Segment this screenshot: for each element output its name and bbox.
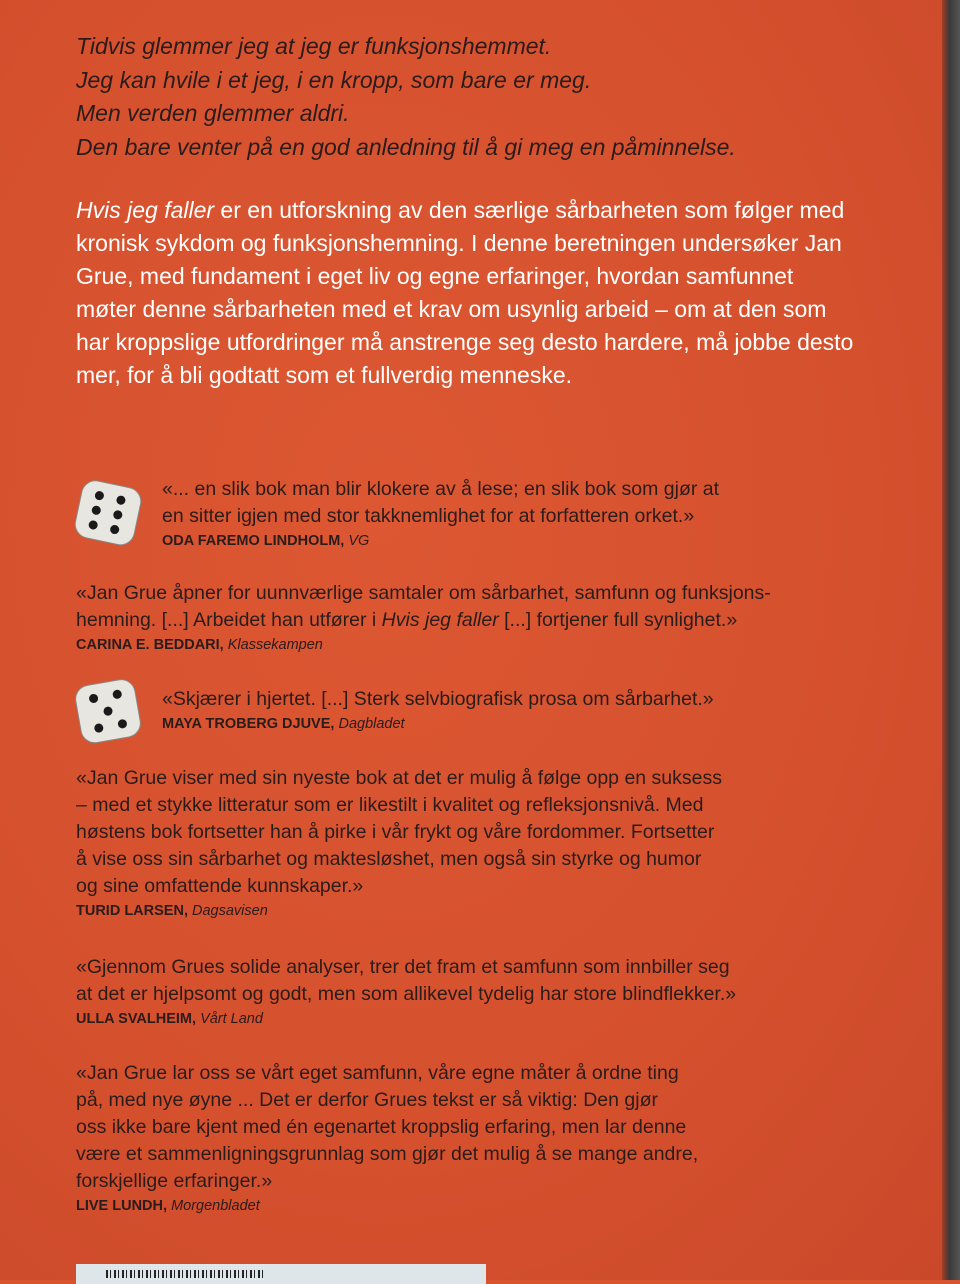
intro-line: Jeg kan hvile i et jeg, i en kropp, som bare er meg. bbox=[76, 66, 592, 93]
quote-line: at det er hjelpsomt og godt, men som allikevel tydelig har store blindflekker.» bbox=[76, 983, 737, 1005]
review-outlet: Dagbladet bbox=[338, 716, 405, 732]
intro-line: Men verden glemmer aldri. bbox=[76, 100, 350, 126]
intro-line: Tidvis glemmer jeg at jeg er funksjonshemmet. bbox=[76, 33, 552, 59]
quote-line: oss ikke bare kjent med én egenartet kroppslig erfaring, men lar denne bbox=[76, 1116, 687, 1138]
review-source bbox=[162, 713, 714, 735]
quote-line bbox=[76, 607, 771, 634]
quote-line: «... en slik bok man blir klokere av å lese; en slik bok som gjør at bbox=[162, 478, 720, 500]
quote-line: «Skjærer i hjertet. [...] Sterk selvbiografisk prosa om sårbarhet.» bbox=[162, 688, 714, 710]
quote-line: «Jan Grue viser med sin nyeste bok at det er mulig å følge opp en suksess bbox=[76, 767, 722, 789]
book-blurb bbox=[76, 194, 856, 392]
review-author: ULLA SVALHEIM, bbox=[76, 1011, 201, 1027]
book-title: Hvis jeg faller bbox=[76, 197, 215, 223]
quote-line: være et sammenligningsgrunnlag som gjør det mulig å se mange andre, bbox=[76, 1143, 699, 1165]
review-author: TURID LARSEN, bbox=[76, 903, 192, 919]
dice-five-icon bbox=[72, 676, 146, 746]
review-quote bbox=[76, 580, 771, 656]
review-outlet: Morgenbladet bbox=[171, 1198, 260, 1214]
quote-line: og sine omfattende kunnskaper.» bbox=[76, 875, 364, 897]
review-source bbox=[76, 634, 771, 656]
review-quote bbox=[162, 686, 714, 735]
quote-text: hemning. [...] Arbeidet han utfører i bbox=[76, 609, 382, 631]
barcode-label bbox=[76, 1264, 486, 1284]
review-quote bbox=[76, 954, 736, 1030]
review-source bbox=[162, 530, 719, 552]
quote-line: «Jan Grue lar oss se vårt eget samfunn, våre egne måter å ordne ting bbox=[76, 1062, 679, 1084]
review-author: LIVE LUNDH, bbox=[76, 1198, 172, 1214]
barcode-icon bbox=[106, 1270, 266, 1278]
blurb-text: er en utforskning av den særlige sårbarheten som følger med kronisk sykdom og funksjonshemning. I denne beretningen undersøker Jan Grue, med fundament i eget liv og egne erfaringer, hvordan samfunnet møter denne sårbarheten med et krav om usynlig arbeid – om at den som har kroppslige utfordringer må anstrenge seg desto hardere, må jobbe desto mer, for å bli godtatt som et fullverdig menneske. bbox=[76, 197, 854, 388]
review-author: CARINA E. BEDDARI, bbox=[76, 637, 228, 653]
review-outlet: Klassekampen bbox=[227, 637, 323, 653]
quote-line: forskjellige erfaringer.» bbox=[76, 1170, 273, 1192]
review-outlet: Vårt Land bbox=[200, 1011, 263, 1027]
review-author: ODA FAREMO LINDHOLM, bbox=[162, 533, 349, 549]
quote-text: [...] fortjener full synlighet.» bbox=[498, 609, 738, 631]
review-quote bbox=[162, 476, 719, 552]
quote-book-title: Hvis jeg faller bbox=[381, 609, 499, 631]
intro-poem bbox=[76, 30, 736, 164]
quote-line: – med et stykke litteratur som er likestilt i kvalitet og refleksjonsnivå. Med bbox=[76, 794, 704, 816]
quote-line: en sitter igjen med stor takknemlighet for at forfatteren orket.» bbox=[162, 505, 695, 527]
quote-line: «Jan Grue åpner for uunnværlige samtaler om sårbarhet, samfunn og funksjons- bbox=[76, 582, 771, 604]
quote-line: å vise oss sin sårbarhet og maktesløshet, men også sin styrke og humor bbox=[76, 848, 702, 870]
quote-line: på, med nye øyne ... Det er derfor Grues tekst er så viktig: Den gjør bbox=[76, 1089, 658, 1111]
review-source bbox=[76, 1008, 736, 1030]
review-outlet: Dagsavisen bbox=[192, 903, 268, 919]
review-outlet: VG bbox=[348, 533, 370, 549]
review-quote bbox=[76, 765, 722, 922]
quote-line: høstens bok fortsetter han å pirke i vår frykt og våre fordommer. Fortsetter bbox=[76, 821, 715, 843]
quote-line: «Gjennom Grues solide analyser, trer det fram et samfunn som innbiller seg bbox=[76, 956, 730, 978]
review-quote bbox=[76, 1060, 698, 1217]
intro-line: Den bare venter på en god anledning til å gi meg en påminnelse. bbox=[76, 133, 736, 160]
review-source bbox=[76, 1195, 698, 1217]
dice-six-icon bbox=[72, 478, 146, 548]
review-author: MAYA TROBERG DJUVE, bbox=[162, 716, 339, 732]
review-source bbox=[76, 900, 722, 922]
book-spine-edge bbox=[942, 0, 960, 1280]
